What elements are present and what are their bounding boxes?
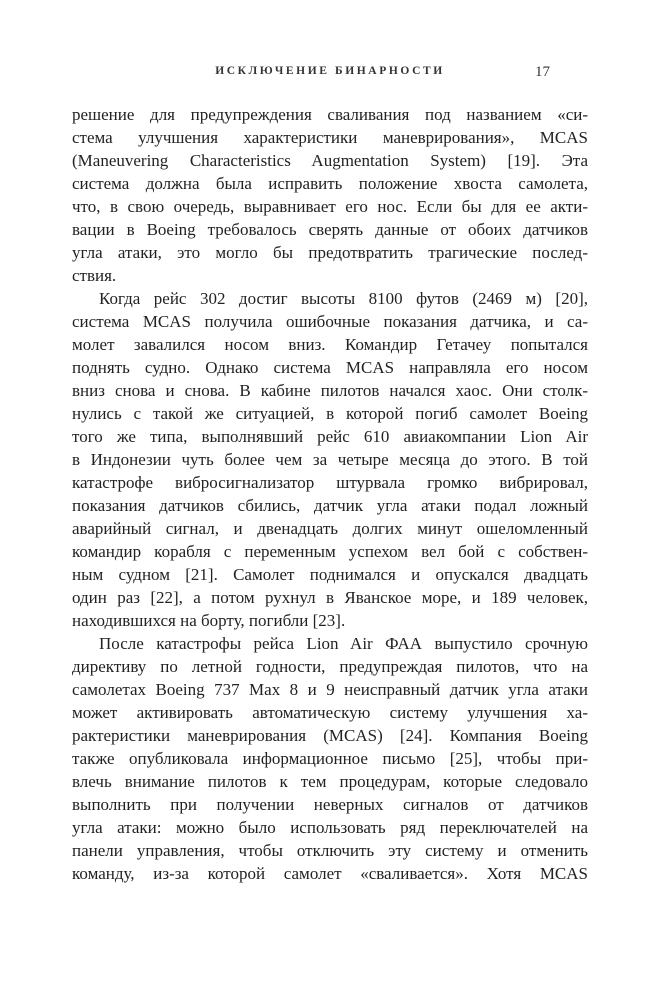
paragraph: [72, 632, 588, 885]
text-line: система MCAS получила ошибочные показания датчика, и са-: [72, 312, 588, 331]
text-line: влечь внимание пилотов к тем процедурам, которые следовало: [72, 772, 588, 791]
text-line: аварийный сигнал, и двенадцать долгих минут ошеломленный: [72, 519, 588, 538]
text-line: стема улучшения характеристики маневрирования», MCAS: [72, 128, 588, 147]
running-title: ИСКЛЮЧЕНИЕ БИНАРНОСТИ: [215, 65, 445, 77]
text-line: показания датчиков сбились, датчик угла атаки подал ложный: [72, 496, 588, 515]
paragraph: [72, 287, 588, 632]
text-line: что, в свою очередь, выравнивает его нос. Если бы для ее акти-: [72, 197, 588, 216]
text-line: находившихся на борту, погибли [23].: [72, 611, 346, 630]
text-line: ным судном [21]. Самолет поднимался и опускался двадцать: [72, 565, 588, 584]
page-body: [72, 103, 588, 885]
text-line: молет завалился носом вниз. Командир Гетачеу попытался: [72, 335, 588, 354]
text-line: система должна была исправить положение хвоста самолета,: [72, 174, 588, 193]
page-number: 17: [535, 64, 550, 80]
text-line: катастрофе вибросигнализатор штурвала громко вибрировал,: [72, 473, 588, 492]
text-line: угла атаки, это могло бы предотвратить трагические послед-: [72, 243, 588, 262]
text-line: директиву по летной годности, предупреждая пилотов, что на: [72, 657, 588, 676]
text-line: вниз снова и снова. В кабине пилотов начался хаос. Они столк-: [72, 381, 588, 400]
text-line: вации в Boeing требовалось сверять данные от обоих датчиков: [72, 220, 588, 239]
text-line: выполнить при получении неверных сигналов от датчиков: [72, 795, 588, 814]
text-line: нулись с такой же ситуацией, в которой погиб самолет Boeing: [72, 404, 588, 423]
text-line: самолетах Boeing 737 Max 8 и 9 неисправный датчик угла атаки: [72, 680, 588, 699]
text-line: в Индонезии чуть более чем за четыре месяца до этого. В той: [72, 450, 588, 469]
text-line: может активировать автоматическую систему улучшения ха-: [72, 703, 588, 722]
text-line: поднять судно. Однако система MCAS направляла его носом: [72, 358, 588, 377]
text-line: После катастрофы рейса Lion Air ФАА выпустило срочную: [99, 634, 588, 653]
text-line: угла атаки: можно было использовать ряд переключателей на: [72, 818, 588, 837]
text-line: команду, из-за которой самолет «сваливается». Хотя MCAS: [72, 864, 588, 883]
text-line: рактеристики маневрирования (MCAS) [24]. Компания Boeing: [72, 726, 588, 745]
paragraph: [72, 103, 588, 287]
text-line: командир корабля с переменным успехом вел бой с собствен-: [72, 542, 588, 561]
text-line: один раз [22], а потом рухнул в Яванское море, и 189 человек,: [72, 588, 588, 607]
text-line: Когда рейс 302 достиг высоты 8100 футов (2469 м) [20],: [99, 289, 588, 308]
text-line: ствия.: [72, 266, 117, 285]
text-line: также опубликовала информационное письмо [25], чтобы при-: [72, 749, 588, 768]
text-line: того же типа, выполнявший рейс 610 авиакомпании Lion Air: [72, 427, 588, 446]
page-header: [72, 64, 588, 82]
text-line: решение для предупреждения сваливания под названием «си-: [72, 105, 588, 124]
text-line: панели управления, чтобы отключить эту систему и отменить: [72, 841, 588, 860]
text-line: (Maneuvering Characteristics Augmentation System) [19]. Эта: [72, 151, 588, 170]
